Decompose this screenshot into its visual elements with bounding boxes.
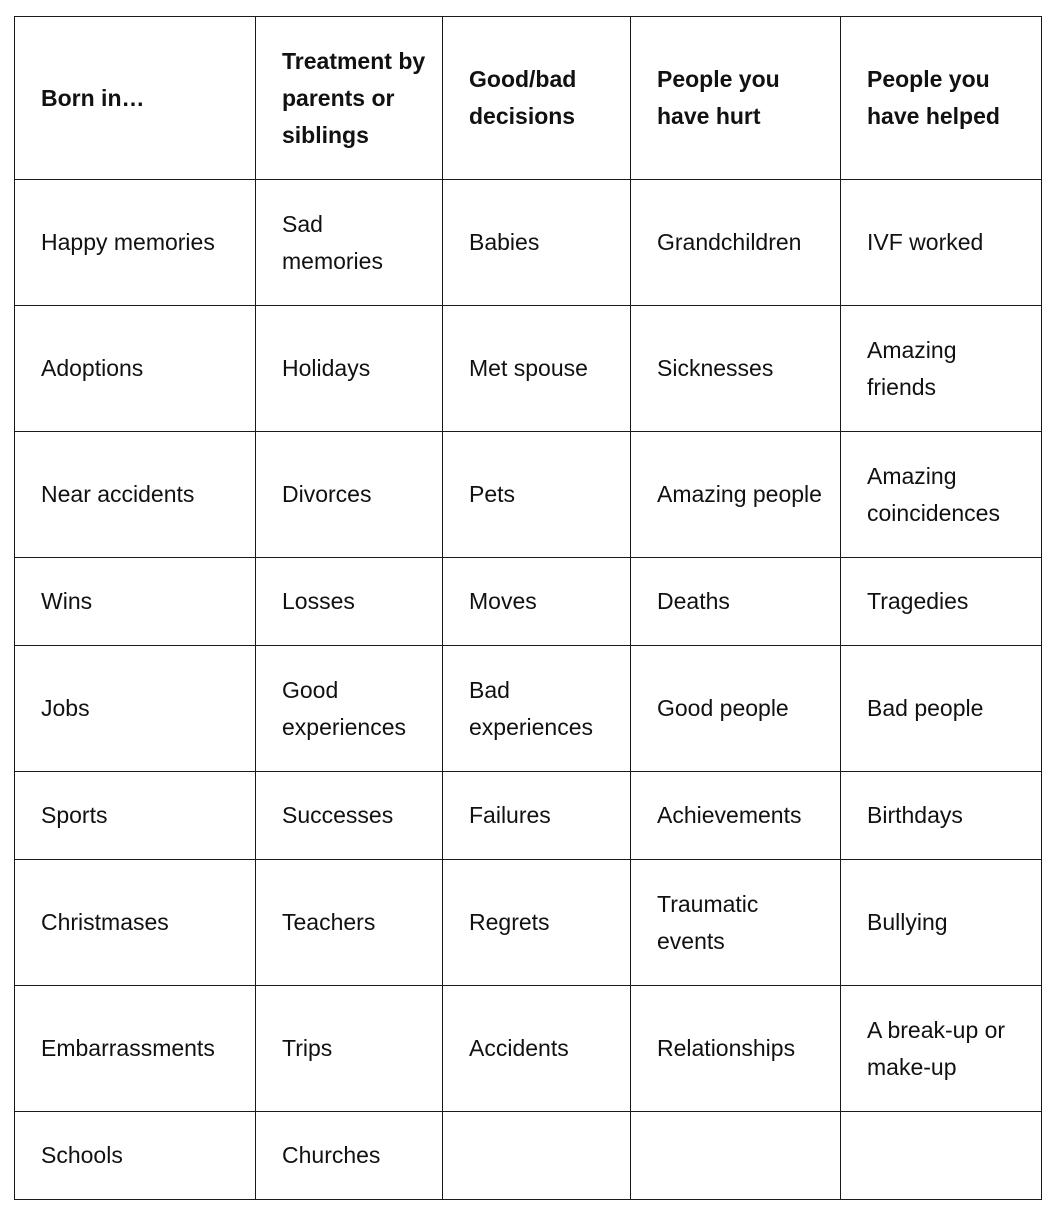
table-cell: Achievements xyxy=(631,772,841,860)
table-cell: Birthdays xyxy=(841,772,1042,860)
table-cell: Amazing friends xyxy=(841,306,1042,432)
table-cell: Near accidents xyxy=(15,432,256,558)
table-row xyxy=(15,306,1042,432)
table-cell xyxy=(841,1112,1042,1200)
table-cell: Adoptions xyxy=(15,306,256,432)
header-cell: People you have helped xyxy=(841,17,1042,180)
table-cell: Deaths xyxy=(631,558,841,646)
table-cell: Grandchildren xyxy=(631,180,841,306)
table-cell: Pets xyxy=(443,432,631,558)
table-row xyxy=(15,646,1042,772)
table-cell: Teachers xyxy=(256,860,443,986)
table-cell: Amazing people xyxy=(631,432,841,558)
table-cell: Sports xyxy=(15,772,256,860)
table-row xyxy=(15,180,1042,306)
table-row xyxy=(15,860,1042,986)
table-cell: Accidents xyxy=(443,986,631,1112)
table-cell: Successes xyxy=(256,772,443,860)
table-cell: Holidays xyxy=(256,306,443,432)
table-cell: A break-up or make-up xyxy=(841,986,1042,1112)
table-cell: Embarrassments xyxy=(15,986,256,1112)
table-cell: IVF worked xyxy=(841,180,1042,306)
header-cell: Treatment by parents or siblings xyxy=(256,17,443,180)
table-row xyxy=(15,558,1042,646)
header-row xyxy=(15,17,1042,180)
table-cell: Relationships xyxy=(631,986,841,1112)
table-cell: Churches xyxy=(256,1112,443,1200)
table-row xyxy=(15,986,1042,1112)
table-cell: Losses xyxy=(256,558,443,646)
table-cell: Met spouse xyxy=(443,306,631,432)
table-cell: Sicknesses xyxy=(631,306,841,432)
header-cell: Born in… xyxy=(15,17,256,180)
table-cell: Babies xyxy=(443,180,631,306)
header-cell: People you have hurt xyxy=(631,17,841,180)
header-cell: Good/bad decisions xyxy=(443,17,631,180)
table-row xyxy=(15,1112,1042,1200)
table-cell: Schools xyxy=(15,1112,256,1200)
table-cell: Bad experiences xyxy=(443,646,631,772)
table-cell: Divorces xyxy=(256,432,443,558)
table-cell: Moves xyxy=(443,558,631,646)
topics-table xyxy=(14,16,1042,1200)
table-row xyxy=(15,432,1042,558)
table-cell: Tragedies xyxy=(841,558,1042,646)
table-cell: Wins xyxy=(15,558,256,646)
table-cell: Happy memories xyxy=(15,180,256,306)
table-cell: Amazing coincidences xyxy=(841,432,1042,558)
table-cell xyxy=(631,1112,841,1200)
table-cell: Regrets xyxy=(443,860,631,986)
table-cell: Good people xyxy=(631,646,841,772)
table-cell: Christmases xyxy=(15,860,256,986)
table-cell: Bad people xyxy=(841,646,1042,772)
table-cell: Good experiences xyxy=(256,646,443,772)
table-cell: Traumatic events xyxy=(631,860,841,986)
table-cell: Jobs xyxy=(15,646,256,772)
table-cell: Sad memories xyxy=(256,180,443,306)
table-row xyxy=(15,772,1042,860)
table-cell: Trips xyxy=(256,986,443,1112)
table-cell: Bullying xyxy=(841,860,1042,986)
table-cell xyxy=(443,1112,631,1200)
table-cell: Failures xyxy=(443,772,631,860)
